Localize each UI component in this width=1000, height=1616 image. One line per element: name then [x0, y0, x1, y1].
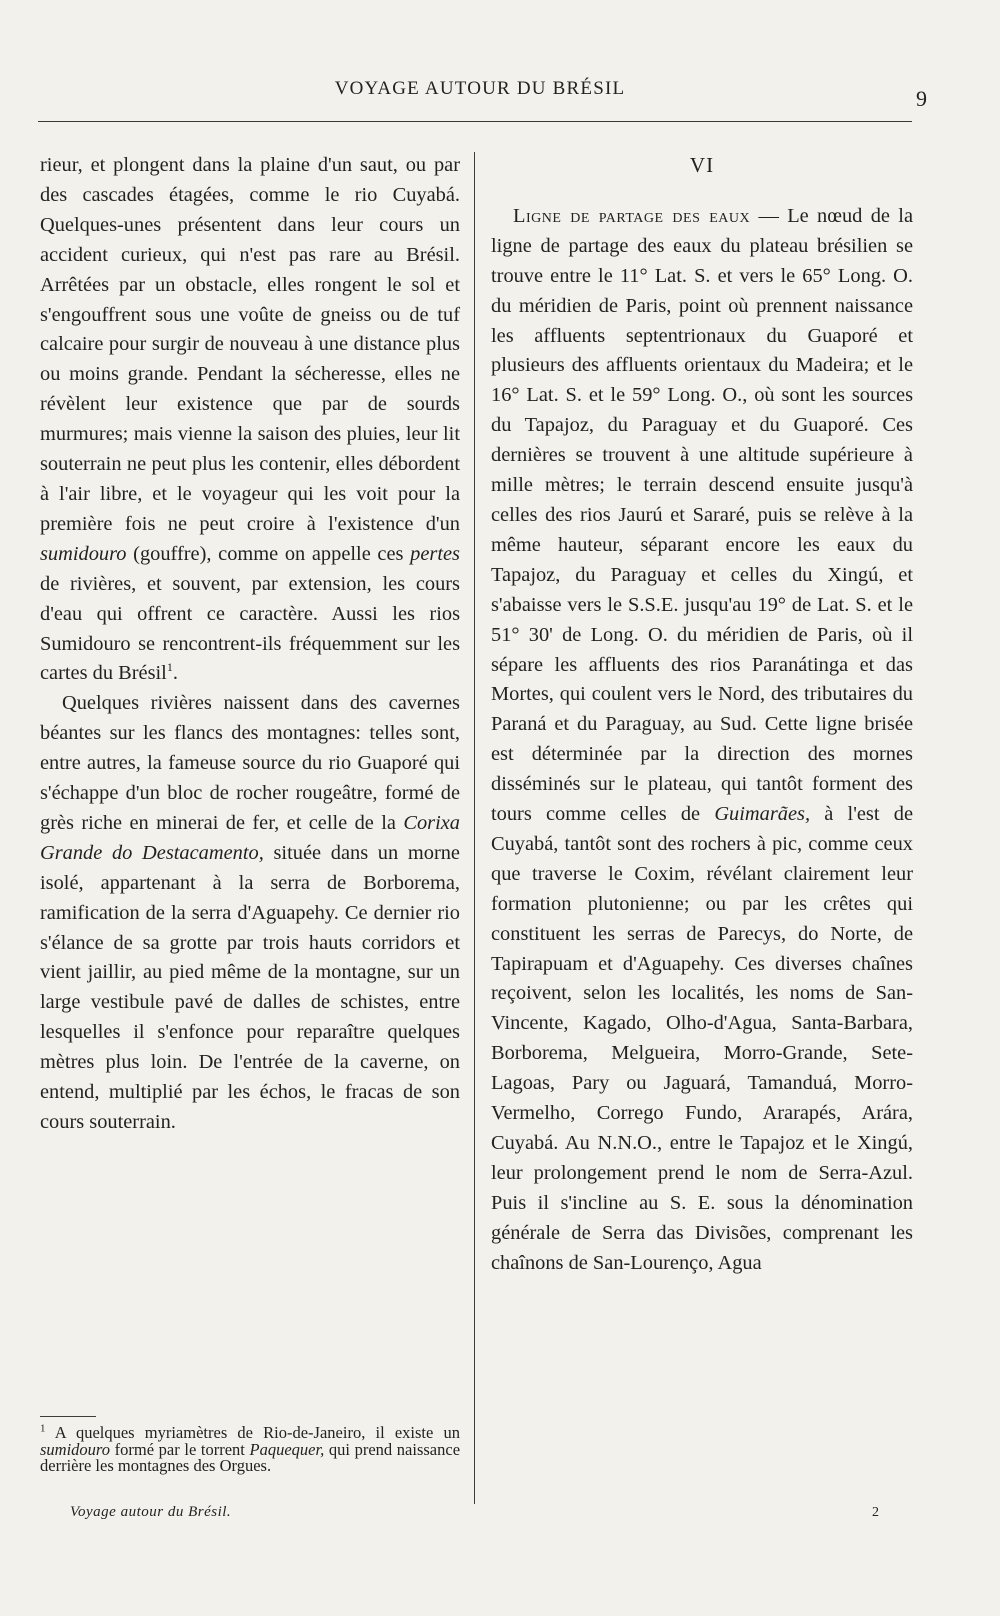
footnote [40, 1422, 461, 1475]
italic-term: Guimarães, [714, 803, 811, 826]
text-run: à l'est de Cuyabá, tantôt sont des rochers à pic, comme ceux que traverse le Coxim, révélant clairement leur formation plutonienne; ou par les crêtes qui constituent les serras de Parecys, do Norte, de Tapirapuam et d'Aguapehy. Ces diverses chaînes reçoivent, selon les localités, les noms de San-Vincente, Kagado, Olho-d'Agua, Santa-Barbara, Borborema, Melgueira, Morro-Grande, Sete-Lagoas, Pary ou Jaguará, Tamanduá, Morro-Vermelho, Corrego Fundo, Ararapés, Arára, Cuyabá. Au N.N.O., entre le Tapajoz et le Xingú, leur prolongement prend le nom de Serra-Azul. Puis il s'incline au S. E. sous la dénomination générale de Serra das Divisões, comprenant les chaînons de San-Lourenço, Agua [491, 803, 913, 1274]
italic-term: pertes [410, 542, 460, 565]
signature-title: Voyage autour du Brésil. [70, 1504, 232, 1520]
text-run: . [172, 662, 178, 685]
footnote-marker: 1 [40, 1422, 46, 1435]
italic-term: sumidouro [40, 542, 127, 565]
column-rule [474, 152, 475, 1504]
text-run: formé par le torrent [114, 1439, 245, 1459]
signature-number: 2 [872, 1505, 879, 1520]
text-run: rieur, et plongent dans la plaine d'un saut, ou par des cascades étagées, comme le rio Cuyabá. Quelques-unes présentent dans leur cours un accident curieux, qui n'est pas rare au Brésil. Arrêtées par un obstacle, elles rongent le sol et s'engouffrent sous une voûte de gneiss ou de tuf calcaire pour surgir de nouveau à une distance plus ou moins grande. Pendant la sécheresse, elles ne révèlent leur existence que par de sourds murmures; mais vienne la saison des pluies, leur lit souterrain ne peut plus les contenir, elles débordent à l'air libre, et le voyageur qui les voit pour la première fois ne peut croire à l'existence d'un [40, 154, 460, 535]
text-run: — Le nœud de la ligne de partage des eaux du plateau brésilien se trouve entre le 11° Lat. S. et vers le 65° Long. O. du méridien de Paris, point où prennent naissance les affluents septentrionaux du Guaporé et plusieurs des affluents orientaux du Madeira; et le 16° Lat. S. et le 59° Long. O., où sont les sources du Tapajoz, du Paraguay et du Guaporé. Ces dernières se trouvent à une altitude supérieure à mille mètres; le terrain descend ensuite jusqu'à celles des rios Jaurú et Sararé, puis se relève à la même hauteur, séparant encore les eaux du Tapajoz, du Paraguay et celles du Xingú, et s'abaisse vers le S.S.E. jusqu'au 19° de Lat. S. et le 51° 30' de Long. O. du méridien de Paris, où il sépare les affluents des rios Paranátinga et das Mortes, qui coulent vers le Nord, des tributaires du Paraná et du Paraguay, au Sud. Cette ligne brisée est déterminée par la direction des mornes disséminés sur le plateau, qui tantôt forment des tours comme celles de [491, 204, 914, 826]
text-run: (gouffre), comme on appelle ces [133, 542, 404, 565]
text-run: A quelques myriamètres de Rio-de-Janeiro, il existe un [54, 1423, 460, 1442]
section-number: VI [689, 153, 715, 177]
footnote-rule [40, 1416, 96, 1417]
text-run: Quelques rivières naissent dans des cavernes béantes sur les flancs des montagnes: telles sont, entre autres, la fameuse source du rio Guaporé qui s'échappe d'un bloc de rocher rougeâtre, formé de grès riche en minerai de fer, et celle de la [40, 692, 460, 834]
italic-term: Paquequer, [249, 1439, 325, 1459]
header-rule [38, 121, 912, 122]
right-column [491, 151, 913, 1279]
footnote-ref: 1 [166, 660, 173, 675]
section-lead: Ligne de partage des eaux [513, 204, 751, 227]
text-run: qui prend naissance derrière les montagnes des Orgues. [40, 1439, 461, 1475]
left-column [40, 151, 460, 1138]
italic-term: sumidouro [40, 1439, 110, 1459]
paragraph-sumidouro [40, 151, 460, 689]
italic-term: Corixa Grande do Destacamento, [40, 811, 460, 864]
page-number: 9 [916, 86, 927, 111]
running-head: VOYAGE AUTOUR DU BRÉSIL [334, 78, 626, 99]
text-run: située dans un morne isolé, appartenant à la serra de Borborema, ramification de la serra d'Aguapehy. Ce dernier rio s'élance de sa grotte par trois hauts corridors et vient jaillir, au pied même de la montagne, sur un large vestibule pavé de dalles de schistes, entre lesquelles il s'enfonce pour reparaître quelques mètres plus loin. De l'entrée de la caverne, on entend, multiplié par les échos, le fracas de son cours souterrain. [40, 841, 460, 1133]
paragraph-cavernes [40, 689, 460, 1138]
text-run: de rivières, et souvent, par extension, les cours d'eau qui offrent ce caractère. Aussi les rios Sumidouro se rencontrent-ils fréquemment sur les cartes du Brésil [40, 572, 460, 685]
paragraph-ligne-de-partage [491, 202, 913, 1279]
